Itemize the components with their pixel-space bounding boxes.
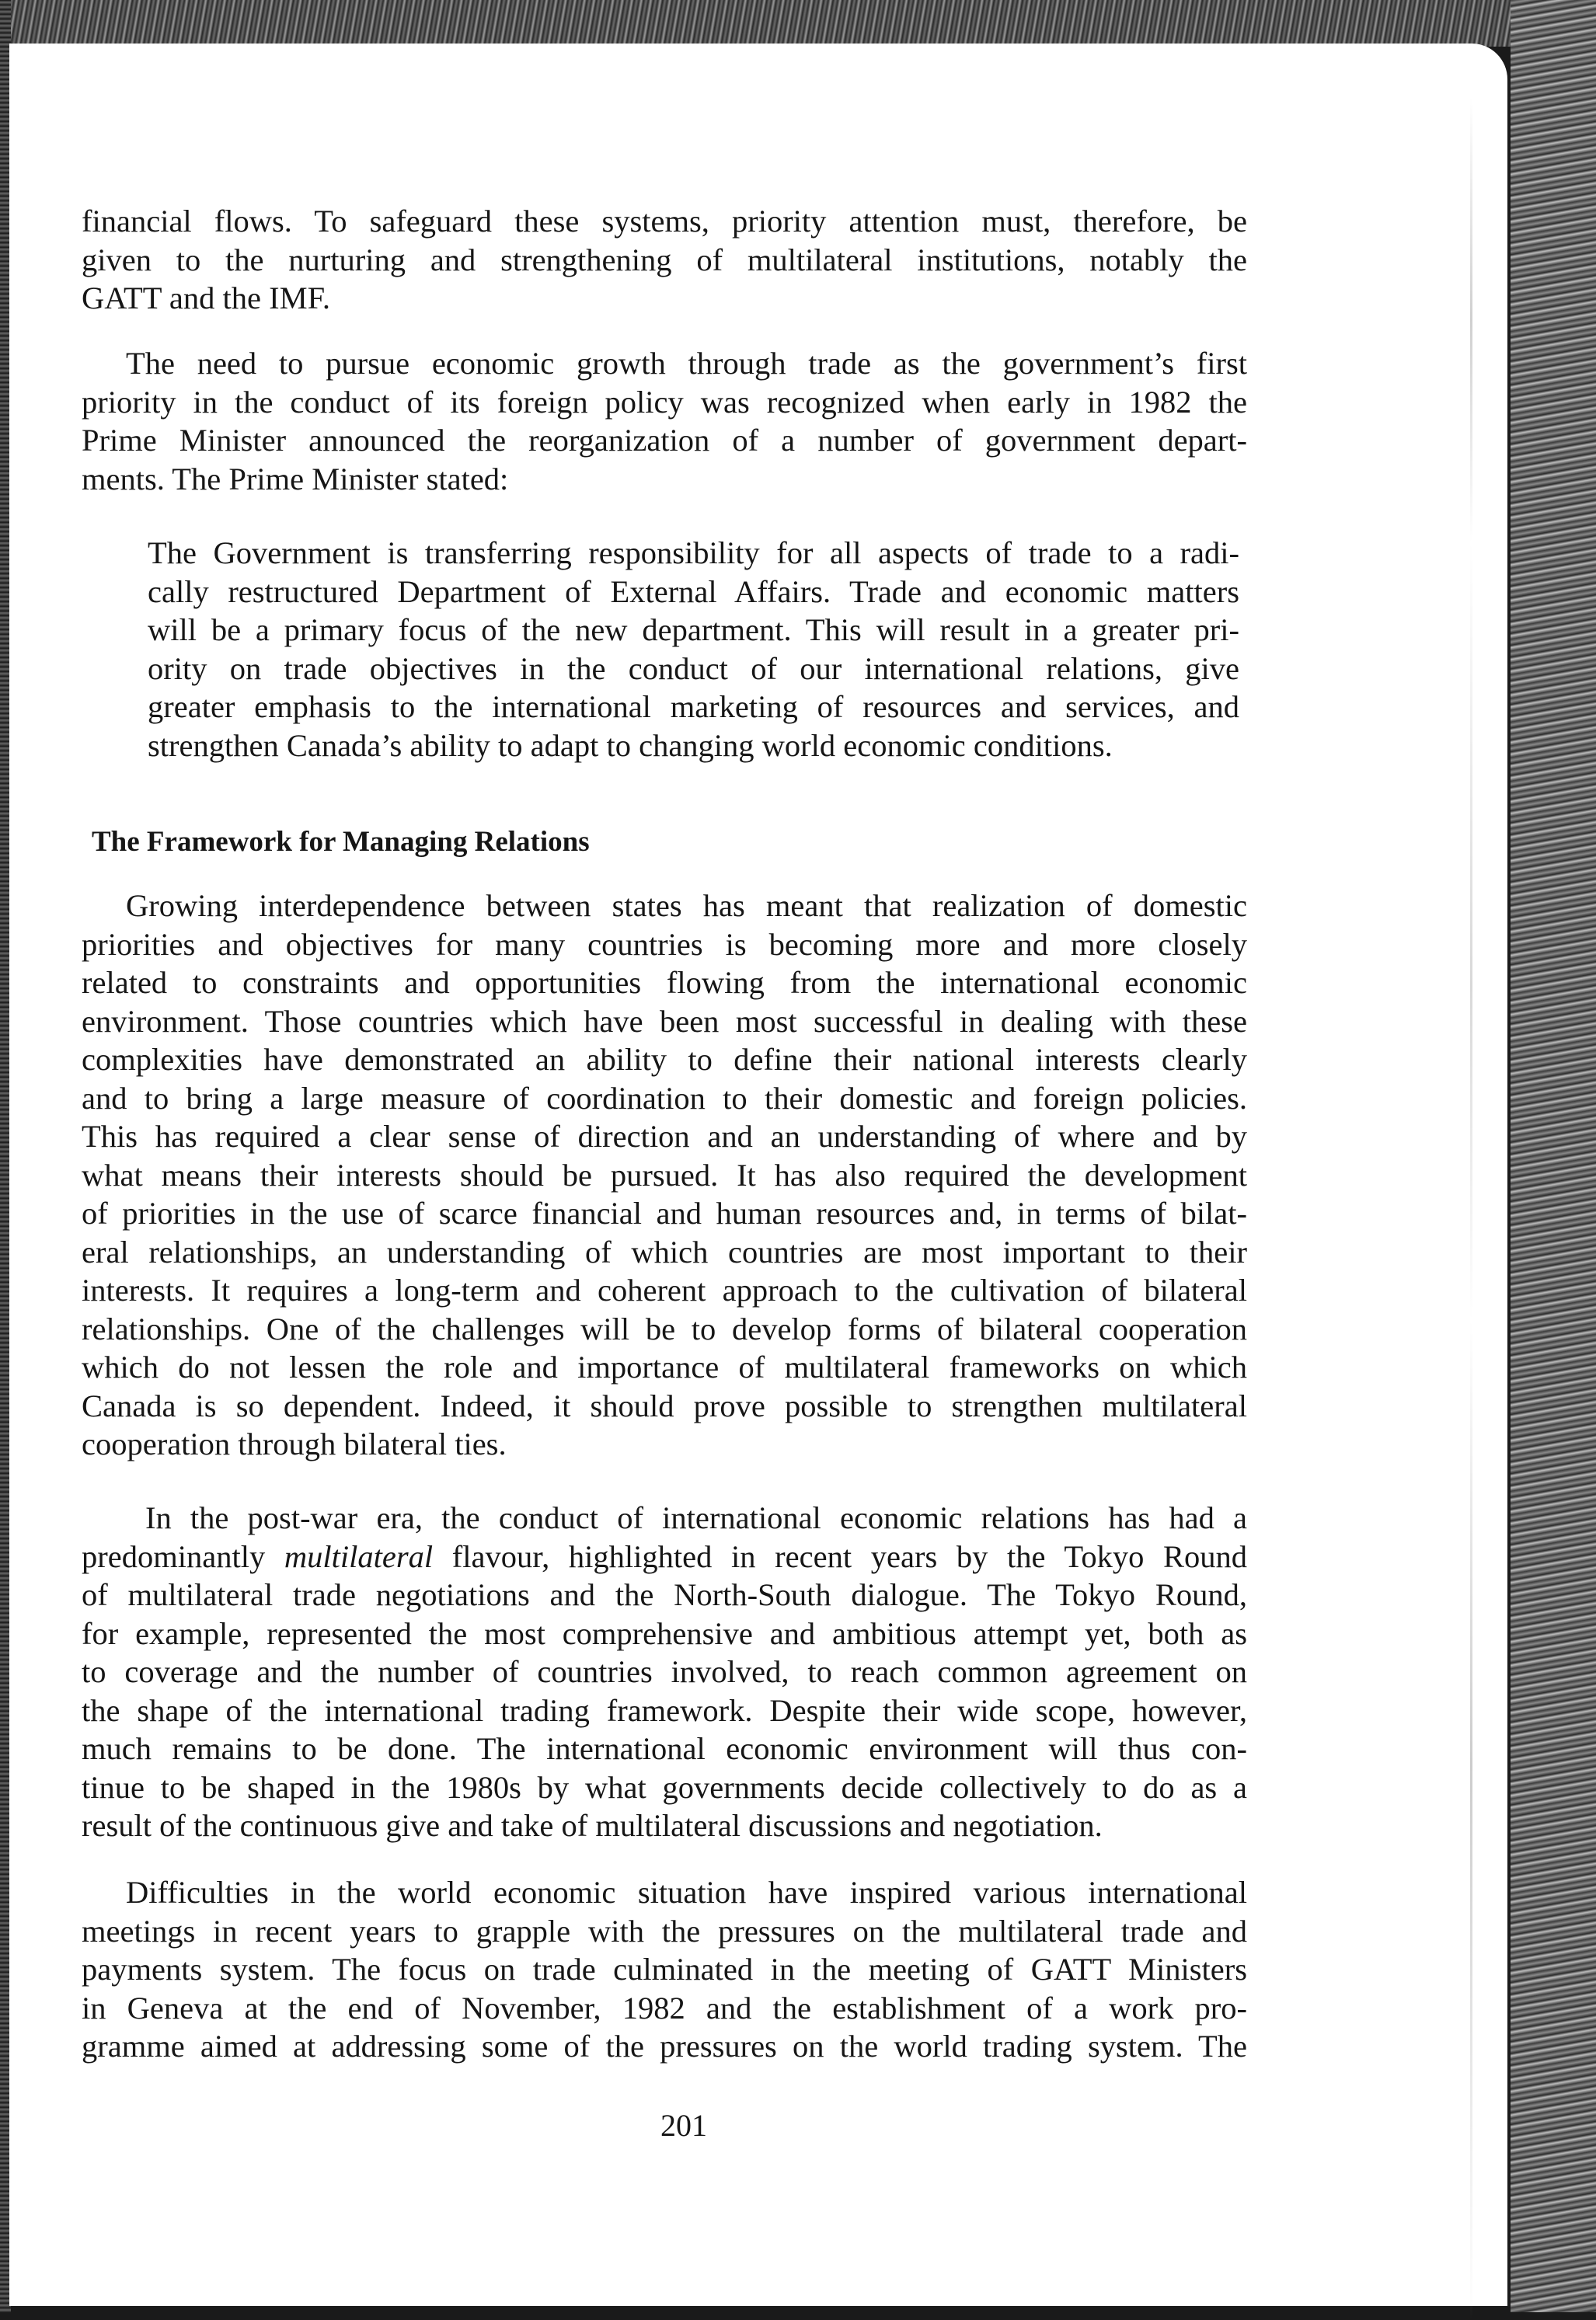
- scan-border-top: [0, 0, 1596, 47]
- text-line: of priorities in the use of scarce financial and human resources and, in terms of bilat-: [82, 1196, 1247, 1231]
- text-line: given to the nurturing and strengthening of multilateral institutions, notably the: [82, 242, 1247, 277]
- text-line: Growing interdependence between states has meant that realization of domestic: [126, 888, 1247, 923]
- text-line: The Government is transferring responsibility for all aspects of trade to a radi-: [148, 535, 1239, 570]
- paragraph-2-end: [82, 460, 1247, 499]
- text-line: Canada is so dependent. Indeed, it should prove possible to strengthen multilateral: [82, 1388, 1247, 1423]
- block-quote: [148, 534, 1239, 726]
- paragraph-3: [82, 887, 1247, 1425]
- text-line: tinue to be shaped in the 1980s by what governments decide collectively to do as a: [82, 1769, 1247, 1805]
- text-line: which do not lessen the role and importance of multilateral frameworks on which: [82, 1350, 1247, 1385]
- text-line: Difficulties in the world economic situation have inspired various international: [126, 1875, 1247, 1910]
- page-edge-shadow: [1470, 98, 1472, 2320]
- text-line: meetings in recent years to grapple with the pressures on the multilateral trade and: [82, 1913, 1247, 1949]
- text-line: of multilateral trade negotiations and the North-South dialogue. The Tokyo Round,: [82, 1577, 1247, 1612]
- text-line: cooperation through bilateral ties.: [82, 1426, 507, 1461]
- text-line: related to constraints and opportunities flowing from the international economic: [82, 965, 1247, 1000]
- text-line: relationships. One of the challenges will be to develop forms of bilateral cooperation: [82, 1311, 1247, 1346]
- italic-emphasis: multilateral: [284, 1538, 434, 1574]
- page-number: 201: [660, 2108, 707, 2143]
- text-line: greater emphasis to the international marketing of resources and services, and: [148, 689, 1239, 724]
- paragraph-1: [82, 202, 1247, 279]
- text-span: predominantly: [82, 1538, 284, 1574]
- text-line: payments system. The focus on trade culminated in the meeting of GATT Ministers: [82, 1952, 1247, 1987]
- text-line: cally restructured Department of External Affairs. Trade and economic matters: [148, 573, 1239, 609]
- paragraph-1-end: [82, 279, 1247, 318]
- text-line: eral relationships, an understanding of which countries are most important to their: [82, 1234, 1247, 1270]
- text-line: for example, represented the most comprehensive and ambitious attempt yet, both as: [82, 1615, 1247, 1651]
- paragraph-4-end: [82, 1806, 1247, 1845]
- paragraph-3-end: [82, 1425, 1247, 1464]
- text-line: gramme aimed at addressing some of the pressures on the world trading system. The: [82, 2029, 1247, 2064]
- text-line: [82, 1538, 1247, 1576]
- text-line: what means their interests should be pursued. It has also required the development: [82, 1157, 1247, 1193]
- text-line: result of the continuous give and take of multilateral discussions and negotiation.: [82, 1808, 1103, 1843]
- paragraph-5: [82, 1873, 1247, 2066]
- text-line: Prime Minister announced the reorganization of a number of government depart-: [82, 423, 1247, 458]
- text-line: will be a primary focus of the new department. This will result in a greater pri-: [148, 612, 1239, 647]
- text-line: interests. It requires a long-term and coherent approach to the cultivation of bilateral: [82, 1273, 1247, 1308]
- text-line: priorities and objectives for many countries is becoming more and more closely: [82, 926, 1247, 962]
- text-line: ments. The Prime Minister stated:: [82, 462, 509, 496]
- text-line: financial flows. To safeguard these systems, priority attention must, therefore, be: [82, 204, 1247, 239]
- paragraph-2: [82, 344, 1247, 460]
- scan-border-right: [1511, 0, 1596, 2312]
- text-line: strengthen Canada’s ability to adapt to changing world economic conditions.: [148, 728, 1113, 763]
- paragraph-4: [82, 1499, 1247, 1806]
- text-line: to coverage and the number of countries involved, to reach common agreement on: [82, 1654, 1247, 1689]
- block-quote-end: [148, 726, 1239, 765]
- text-line: complexities have demonstrated an ability to define their national interests clearly: [82, 1042, 1247, 1077]
- text-line: the shape of the international trading framework. Despite their wide scope, however,: [82, 1692, 1247, 1728]
- text-line: GATT and the IMF.: [82, 280, 330, 315]
- text-line: ority on trade objectives in the conduct of our international relations, give: [148, 650, 1239, 686]
- text-span: flavour, highlighted in recent years by the Tokyo Round: [433, 1538, 1247, 1574]
- text-line: In the post-war era, the conduct of international economic relations has had a: [145, 1500, 1247, 1535]
- text-line: in Geneva at the end of November, 1982 and the establishment of a work pro-: [82, 1990, 1247, 2026]
- text-line: priority in the conduct of its foreign policy was recognized when early in 1982 the: [82, 384, 1247, 420]
- text-line: environment. Those countries which have been most successful in dealing with these: [82, 1003, 1247, 1039]
- section-heading: The Framework for Managing Relations: [92, 826, 590, 858]
- text-line: and to bring a large measure of coordination to their domestic and foreign policies.: [82, 1080, 1247, 1116]
- text-line: much remains to be done. The international economic environment will thus con-: [82, 1731, 1247, 1766]
- text-line: The need to pursue economic growth through trade as the government’s first: [126, 346, 1247, 381]
- text-line: This has required a clear sense of direction and an understanding of where and by: [82, 1119, 1247, 1154]
